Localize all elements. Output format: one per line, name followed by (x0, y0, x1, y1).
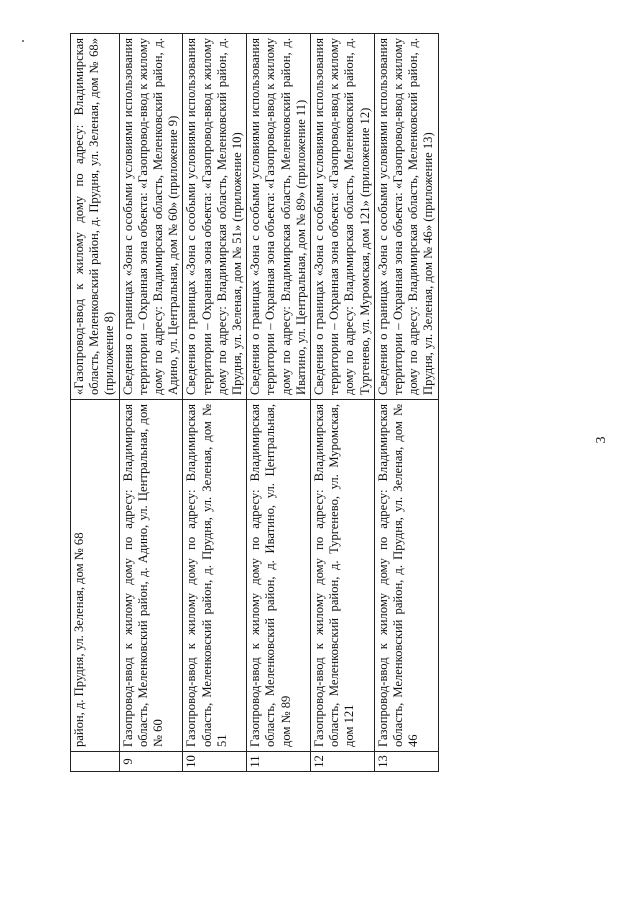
description-cell: «Газопровод-ввод к жилому дому по адресу: Владимирская область, Меленковский район, д. Прудня, ул. Зеленая, дом № 68» (приложение 8) (71, 34, 120, 400)
object-cell: Газопровод-ввод к жилому дому по адресу: Владимирская область, Меленковский район, д. Тургенево, ул. Муромская, дом 121 (311, 400, 375, 752)
row-number (71, 752, 120, 772)
object-cell: район, д. Прудня, ул. Зеленая, дом № 68 (71, 400, 120, 752)
object-cell: Газопровод-ввод к жилому дому по адресу: Владимирская область, Меленковский район, д. Адино, ул. Центральная, дом № 60 (119, 400, 183, 752)
page-number: 3 (594, 436, 609, 444)
row-number: 9 (119, 752, 183, 772)
table-row (119, 34, 183, 772)
description-cell: Сведения о границах «Зона с особыми условиями использования территории – Охранная зона объекта: «Газопровод-ввод к жилому дому по адресу: Владимирская область, Меленковский район, д. Прудня, ул. Зеленая, дом № 46» (приложение 13) (374, 34, 438, 400)
table-row (247, 34, 311, 772)
table-row (374, 34, 438, 772)
description-cell: Сведения о границах «Зона с особыми условиями использования территории – Охранная зона объекта: «Газопровод-ввод к жилому дому по адресу: Владимирская область, Меленковский район, д. Прудня, ул. Зеленая, дом № 51» (приложение 10) (183, 34, 247, 400)
object-cell: Газопровод-ввод к жилому дому по адресу: Владимирская область, Меленковский район, д. Прудня, ул. Зеленая, дом № 46 (374, 400, 438, 752)
row-number: 12 (311, 752, 375, 772)
description-cell: Сведения о границах «Зона с особыми условиями использования территории – Охранная зона объекта: «Газопровод-ввод к жилому дому по адресу: Владимирская область, Меленковский район, д. Иватино, ул. Центральная, дом № 89» (приложение 11) (247, 34, 311, 400)
object-cell: Газопровод-ввод к жилому дому по адресу: Владимирская область, Меленковский район, д. Прудня, ул. Зеленая, дом № 51 (183, 400, 247, 752)
table-row (311, 34, 375, 772)
row-number: 13 (374, 752, 438, 772)
row-number: 11 (247, 752, 311, 772)
table-row (183, 34, 247, 772)
table-row (71, 34, 120, 772)
row-number: 10 (183, 752, 247, 772)
object-cell: Газопровод-ввод к жилому дому по адресу: Владимирская область, Меленковский район, д. Иватино, ул. Центральная, дом № 89 (247, 400, 311, 752)
objects-table (70, 33, 439, 772)
description-cell: Сведения о границах «Зона с особыми условиями использования территории – Охранная зона объекта: «Газопровод-ввод к жилому дому по адресу: Владимирская область, Меленковский район, д. Адино, ул. Центральная, дом № 60» (приложение 9) (119, 34, 183, 400)
description-cell: Сведения о границах «Зона с особыми условиями использования территории – Охранная зона объекта: «Газопровод-ввод к жилому дому по адресу: Владимирская область, Меленковский район, д. Тургенево, ул. Муромская, дом 121» (приложение 12) (311, 34, 375, 400)
